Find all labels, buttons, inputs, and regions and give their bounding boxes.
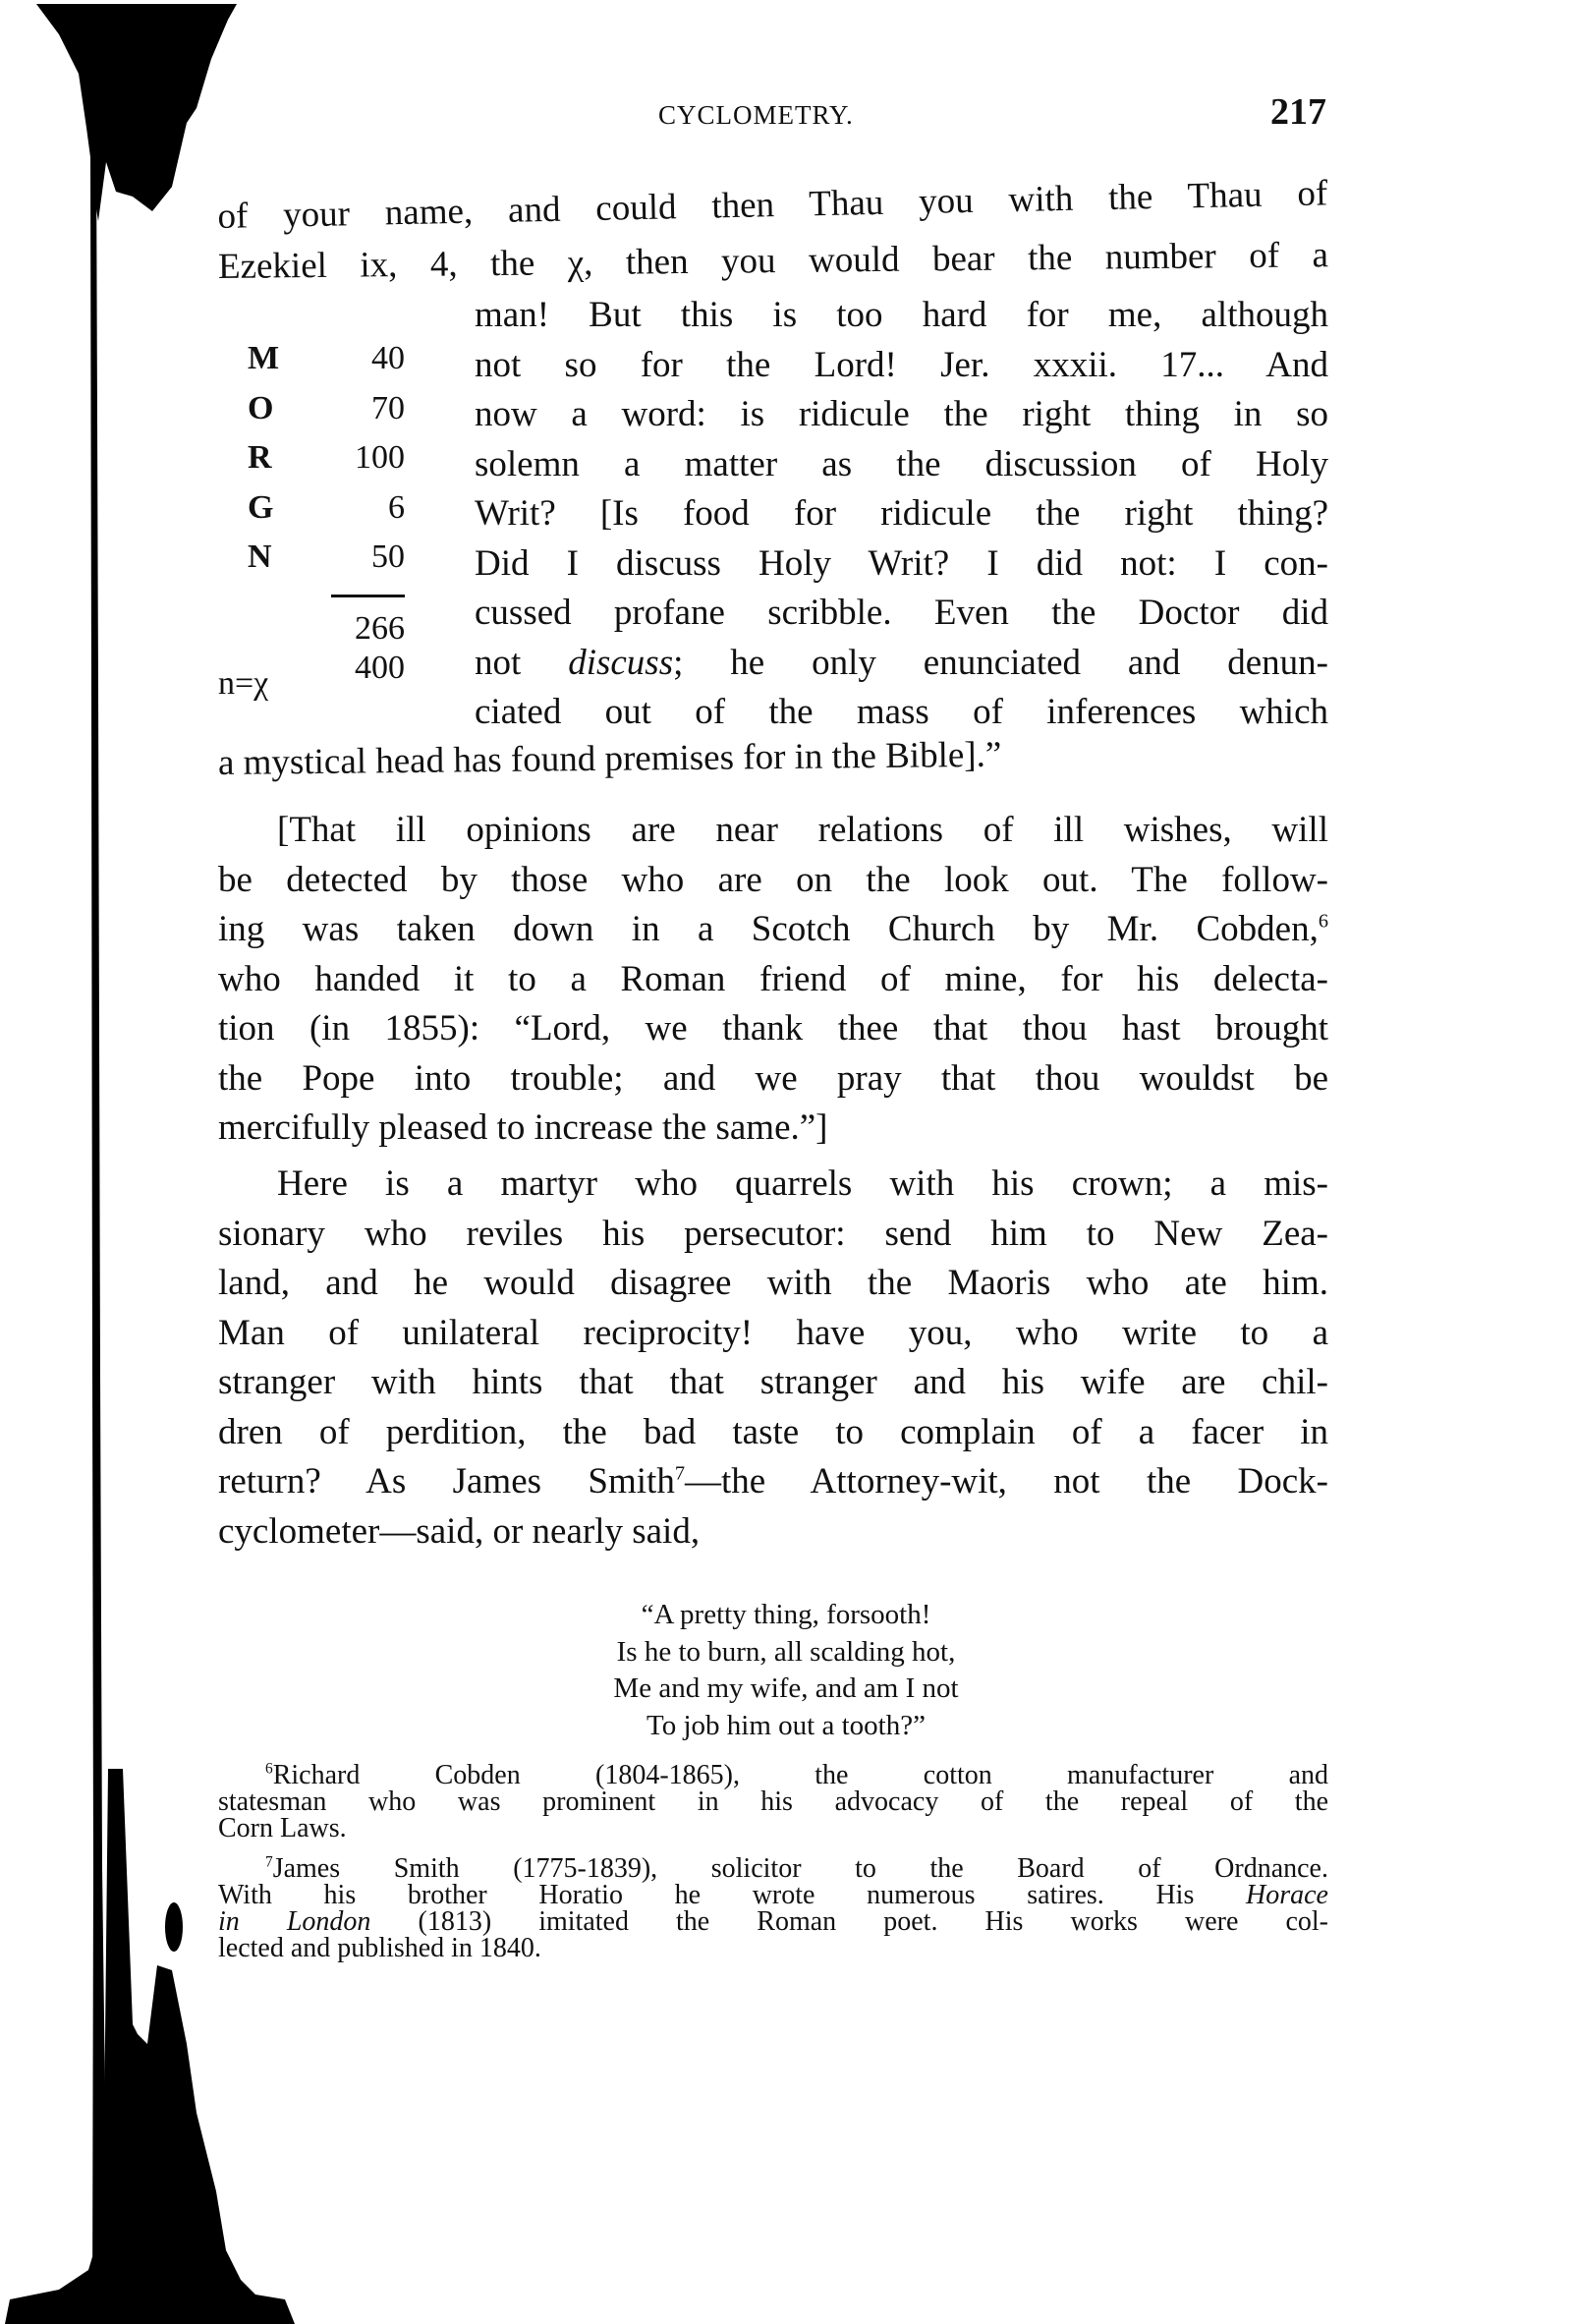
table-letter: G [248, 488, 274, 526]
table-letter: N [248, 538, 272, 575]
verse-line: Me and my wife, and am I not [613, 1672, 959, 1704]
text-line: now a word: is ridicule the right thing in so [475, 394, 1328, 434]
text-line: Here is a martyr who quarrels with his crown; a mis- [277, 1163, 1328, 1204]
text-line: of your name, and could then Thau you with the Thau of [217, 173, 1328, 238]
footnote-marker: 7 [265, 1853, 273, 1871]
text-span: ing was taken down in a Scotch Church by Mr. Cobden, [218, 909, 1319, 949]
text-line: Man of unilateral reciprocity! have you, who write to a [218, 1312, 1328, 1353]
running-head: CYCLOMETRY. [658, 100, 854, 130]
text-line: tion (in 1855): “Lord, we thank thee that thou hast brought [218, 1008, 1328, 1049]
text-span: Richard Cobden (1804-1865), the cotton manufacturer and [272, 1760, 1328, 1790]
text-line: cyclometer—said, or nearly said, [218, 1510, 701, 1552]
table-value: 40 [371, 340, 405, 376]
text-line [218, 1762, 1328, 1788]
table-final-row [218, 650, 444, 709]
paragraph-martyr [218, 1160, 1328, 1557]
table-value: 50 [371, 538, 405, 575]
text-line: cussed profane scribble. Even the Doctor did [475, 593, 1328, 633]
sum-rule-row [218, 589, 444, 610]
table-row [218, 439, 444, 489]
sum-rule [331, 595, 405, 597]
footnotes [218, 1762, 1328, 1975]
text-line: man! But this is too hard for me, although [475, 295, 1328, 335]
table-letter: M [248, 340, 280, 376]
text-line [475, 639, 1328, 689]
text-line: mercifully pleased to increase the same.”] [218, 1107, 828, 1148]
text-line: Writ? [Is food for ridicule the right thing? [475, 493, 1328, 534]
text-line: sionary who reviles his persecutor: send him to New Zea- [218, 1213, 1328, 1254]
text-span: not [475, 642, 569, 683]
page-header [531, 90, 1336, 149]
final-label: n=χ [218, 665, 269, 702]
text-line: ciated out of the mass of inferences which [475, 692, 1328, 732]
text-line: a mystical head has found premises for in the Bible].” [217, 734, 1002, 783]
verse-line: To job him out a tooth?” [646, 1709, 926, 1741]
text-span: James Smith (1775-1839), solicitor to the Board of Ordnance. [272, 1853, 1328, 1884]
text-line: dren of perdition, the bad taste to complain of a facer in [218, 1411, 1328, 1452]
table-row [218, 390, 444, 440]
text-line: who handed it to a Roman friend of mine, for his delecta- [218, 958, 1328, 999]
table-total: 266 [355, 609, 405, 647]
footnote-7 [218, 1855, 1328, 1961]
text-span: —the Attorney-wit, not the Dock- [685, 1461, 1328, 1502]
verse-line: Is he to burn, all scalding hot, [616, 1635, 956, 1668]
text-span: ; he only enunciated and denun- [673, 642, 1328, 683]
footnote-ref[interactable]: 7 [674, 1462, 685, 1485]
table-letter: O [248, 389, 274, 426]
verse-quote [393, 1597, 1179, 1744]
text-line: stranger with hints that that stranger and his wife are chil- [218, 1362, 1328, 1402]
text-line: lected and published in 1840. [218, 1933, 541, 1963]
table-row [218, 538, 444, 589]
table-value: 100 [355, 439, 405, 476]
text-line [218, 905, 1328, 955]
table-value: 70 [371, 389, 405, 426]
footnote-marker: 6 [265, 1760, 273, 1778]
table-total-row [218, 610, 444, 660]
text-line: not so for the Lord! Jer. xxxii. 17... And [475, 344, 1328, 385]
text-line: be detected by those who are on the look out. The follow- [218, 859, 1328, 900]
gutter-line [90, 147, 108, 2324]
text-line: the Pope into trouble; and we pray that thou wouldst be [218, 1057, 1328, 1099]
text-line: Corn Laws. [218, 1813, 347, 1843]
text-line: land, and he would disagree with the Maoris who ate him. [218, 1263, 1328, 1303]
table-value: 6 [388, 488, 405, 526]
opening-lines [217, 173, 1329, 292]
paragraph-cobden [218, 806, 1328, 1154]
text-line [218, 1457, 1328, 1507]
final-value: 400 [355, 650, 405, 686]
text-span: With his brother Horatio he wrote numerous satires. His [218, 1880, 1247, 1910]
italic-word: discuss [568, 642, 674, 683]
footnote-6 [218, 1762, 1328, 1842]
text-span: (1813) imitated the Roman poet. His works were col- [370, 1906, 1328, 1937]
bottom-ink-drop [165, 1902, 183, 1952]
text-line [218, 1908, 1328, 1935]
text-line [218, 1855, 1328, 1882]
text-line: Did I discuss Holy Writ? I did not: I con- [475, 542, 1328, 584]
page-number: 217 [1270, 91, 1326, 133]
text-line: [That ill opinions are near relations of ill wishes, will [277, 810, 1328, 850]
closing-line-block [217, 734, 1328, 789]
text-line: solemn a matter as the discussion of Holy [475, 443, 1328, 484]
text-line: Ezekiel ix, 4, the χ, then you would bear the number of a [217, 234, 1329, 287]
top-ink-blot [36, 4, 237, 221]
footnote-ref[interactable]: 6 [1318, 910, 1328, 933]
letter-value-table [218, 340, 444, 709]
side-paragraph [475, 291, 1328, 738]
text-line: statesman who was prominent in his advocacy of the repeal of the [218, 1786, 1328, 1817]
table-letter: R [248, 439, 272, 476]
table-row [218, 489, 444, 539]
text-span: return? As James Smith [218, 1461, 675, 1502]
table-row [218, 340, 444, 390]
verse-line: “A pretty thing, forsooth! [641, 1599, 931, 1630]
italic-title: Horace [1246, 1880, 1328, 1910]
italic-title: in London [218, 1906, 371, 1937]
text-line [218, 1882, 1328, 1908]
